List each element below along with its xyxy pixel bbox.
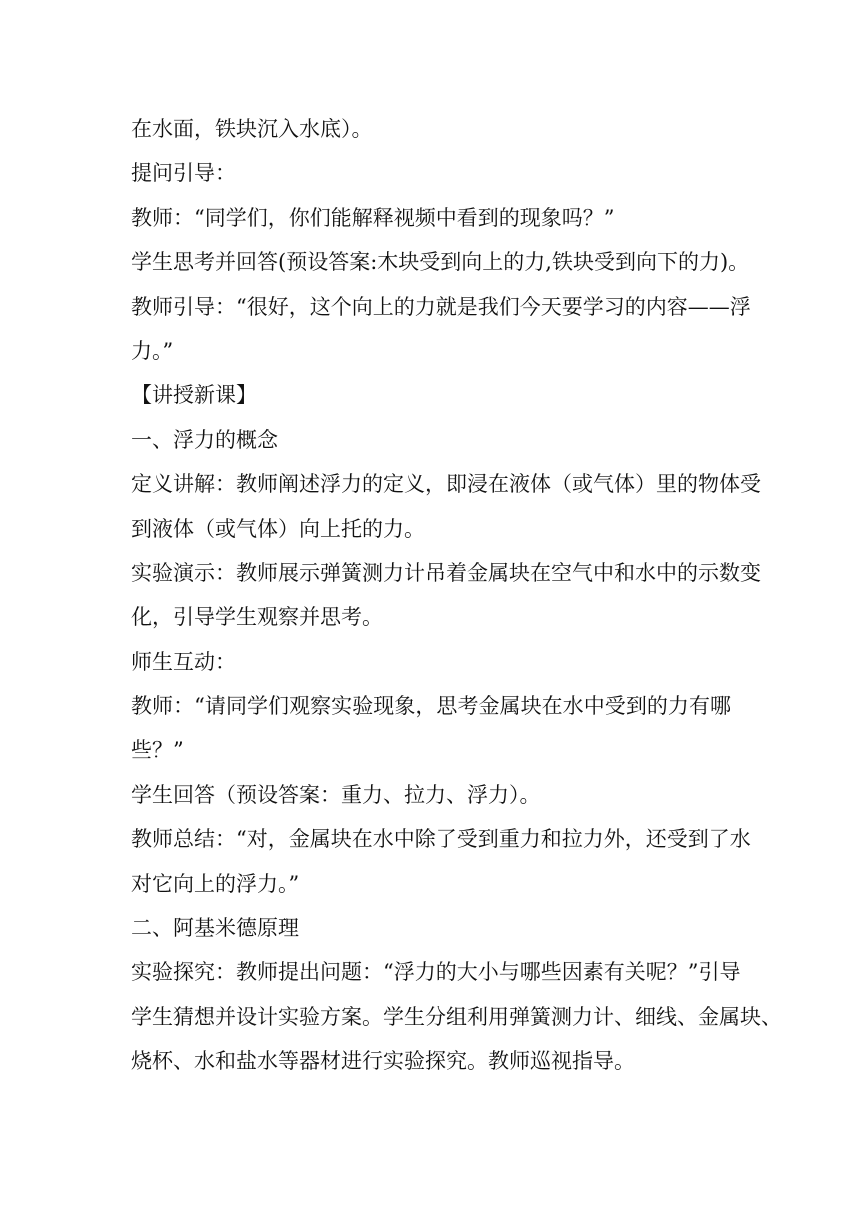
text-line: 师生互动：: [131, 649, 236, 674]
text-line: 力。”: [131, 338, 174, 363]
text-line: 教师总结：“对，金属块在水中除了受到重力和拉力外，还受到了水: [131, 827, 751, 852]
text-line: 在水面，铁块沉入水底）。: [131, 117, 373, 141]
section-heading: 【讲授新课】: [131, 383, 257, 408]
text-line: 学生猜想并设计实验方案。学生分组利用弹簧测力计、细线、金属块、: [131, 1004, 782, 1029]
text-line: 教师引导：“很好，这个向上的力就是我们今天要学习的内容——浮: [131, 294, 751, 319]
text-line: 实验演示：教师展示弹簧测力计吊着金属块在空气中和水中的示数变: [131, 560, 761, 585]
text-line: 定义讲解：教师阐述浮力的定义，即浸在液体（或气体）里的物体受: [131, 472, 761, 497]
text-line: 化，引导学生观察并思考。: [131, 605, 383, 630]
document-body: [131, 107, 782, 1084]
text-line: 对它向上的浮力。”: [131, 871, 300, 896]
subsection-heading: 一、浮力的概念: [131, 427, 278, 452]
text-line: 教师：“请同学们观察实验现象，思考金属块在水中受到的力有哪: [131, 694, 731, 719]
text-line: 提问引导：: [131, 161, 236, 186]
text-line: 些？”: [131, 738, 184, 763]
subsection-heading: 二、阿基米德原理: [131, 916, 299, 941]
text-line: 学生回答（预设答案：重力、拉力、浮力）。: [131, 782, 541, 807]
text-line: 学生思考并回答(预设答案:木块受到向上的力,铁块受到向下的力)。: [131, 250, 750, 275]
text-line: 实验探究：教师提出问题：“浮力的大小与哪些因素有关呢？”引导: [131, 960, 741, 985]
text-line: 教师：“同学们，你们能解释视频中看到的现象吗？”: [131, 205, 615, 230]
text-line: 到液体（或气体）向上托的力。: [131, 516, 425, 541]
text-line: 烧杯、水和盐水等器材进行实验探究。教师巡视指导。: [131, 1049, 635, 1074]
